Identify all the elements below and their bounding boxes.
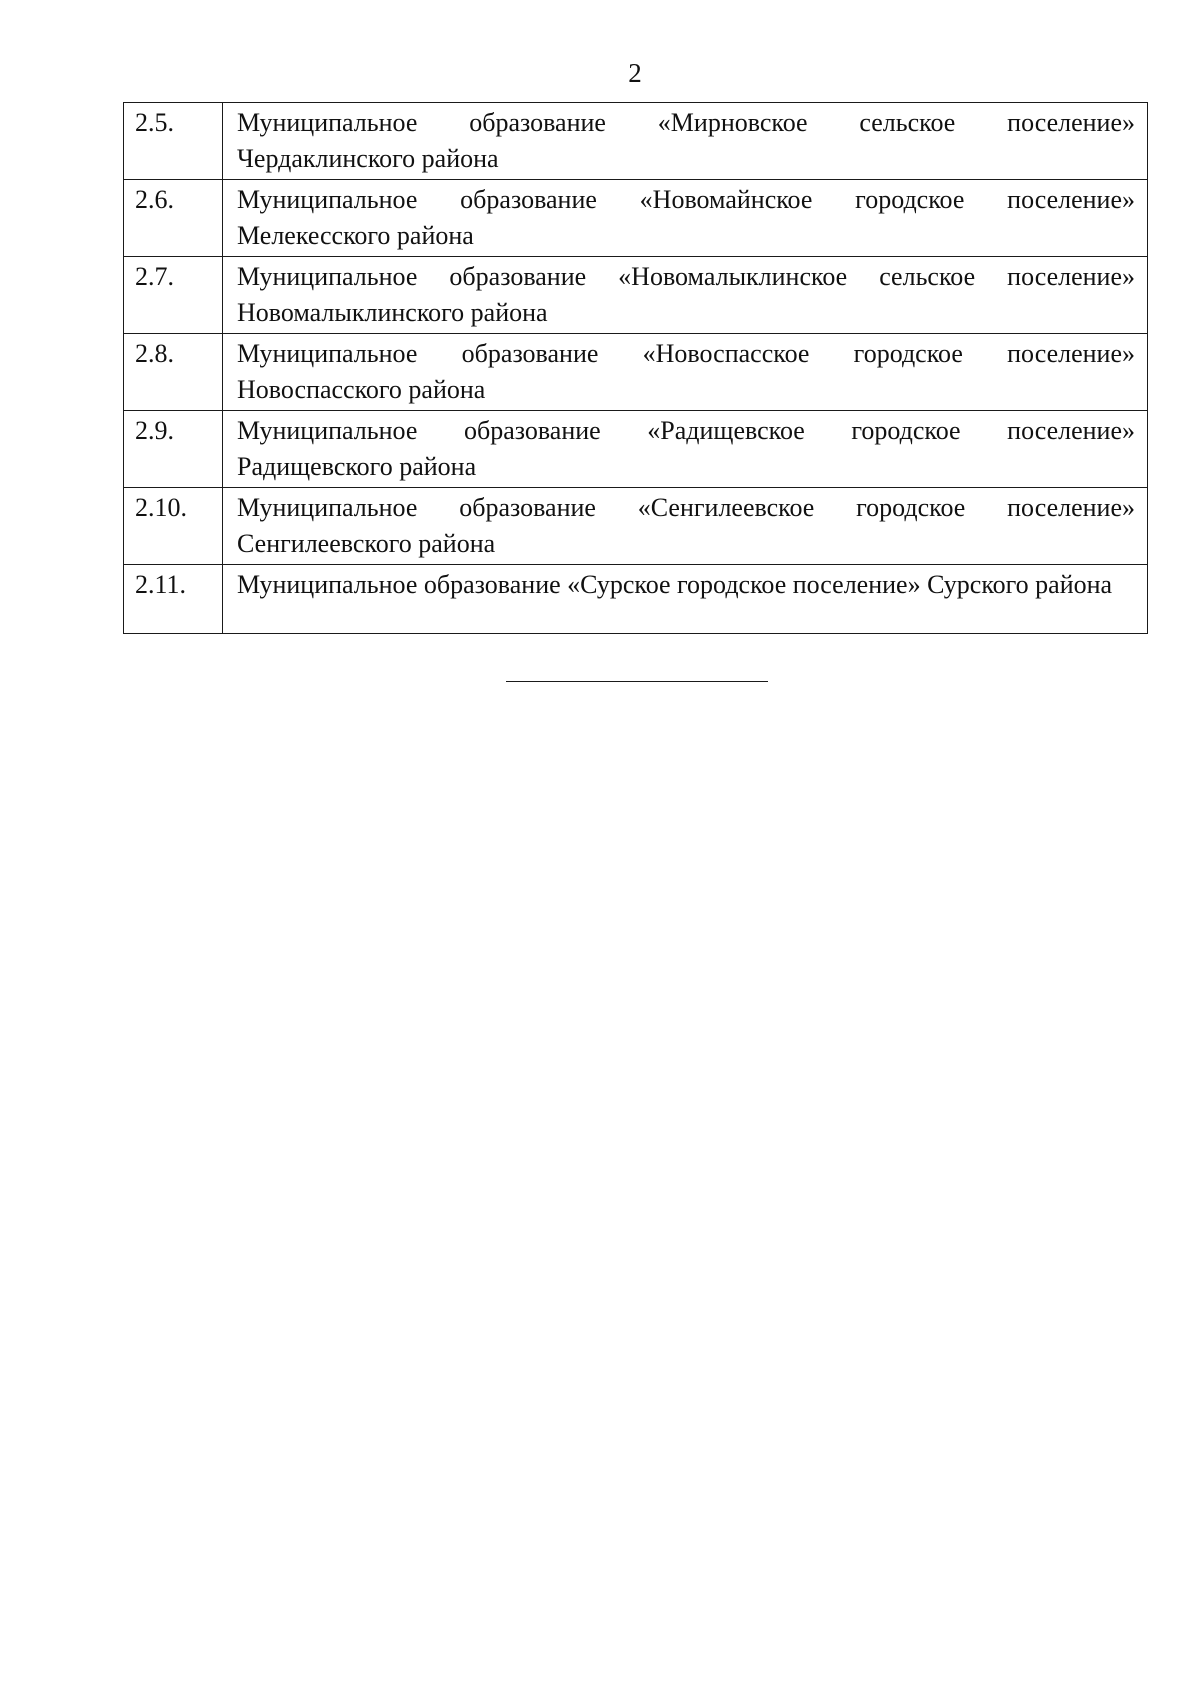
row-text: Муниципальное образование «Новомалыклинское сельское поселение» Новомалыклинского района <box>223 257 1148 334</box>
row-number: 2.5. <box>124 103 223 180</box>
table-row <box>124 411 1148 488</box>
row-text: Муниципальное образование «Сурское городское поселение» Сурского района <box>223 565 1148 634</box>
table-row <box>124 334 1148 411</box>
row-text: Муниципальное образование «Новомайнское городское поселение» Мелекесского района <box>223 180 1148 257</box>
row-number: 2.7. <box>124 257 223 334</box>
row-text: Муниципальное образование «Сенгилеевское городское поселение» Сенгилеевского района <box>223 488 1148 565</box>
table-row <box>124 180 1148 257</box>
table-row <box>124 257 1148 334</box>
end-separator-line <box>506 681 768 682</box>
table-row <box>124 488 1148 565</box>
table-row <box>124 103 1148 180</box>
row-number: 2.11. <box>124 565 223 634</box>
row-text: Муниципальное образование «Радищевское городское поселение» Радищевского района <box>223 411 1148 488</box>
municipalities-table <box>123 102 1148 634</box>
page-number: 2 <box>628 58 642 88</box>
row-text: Муниципальное образование «Новоспасское городское поселение» Новоспасского района <box>223 334 1148 411</box>
table-row <box>124 565 1148 634</box>
row-number: 2.8. <box>124 334 223 411</box>
row-text: Муниципальное образование «Мирновское сельское поселение» Чердаклинского района <box>223 103 1148 180</box>
row-number: 2.9. <box>124 411 223 488</box>
row-number: 2.6. <box>124 180 223 257</box>
row-number: 2.10. <box>124 488 223 565</box>
